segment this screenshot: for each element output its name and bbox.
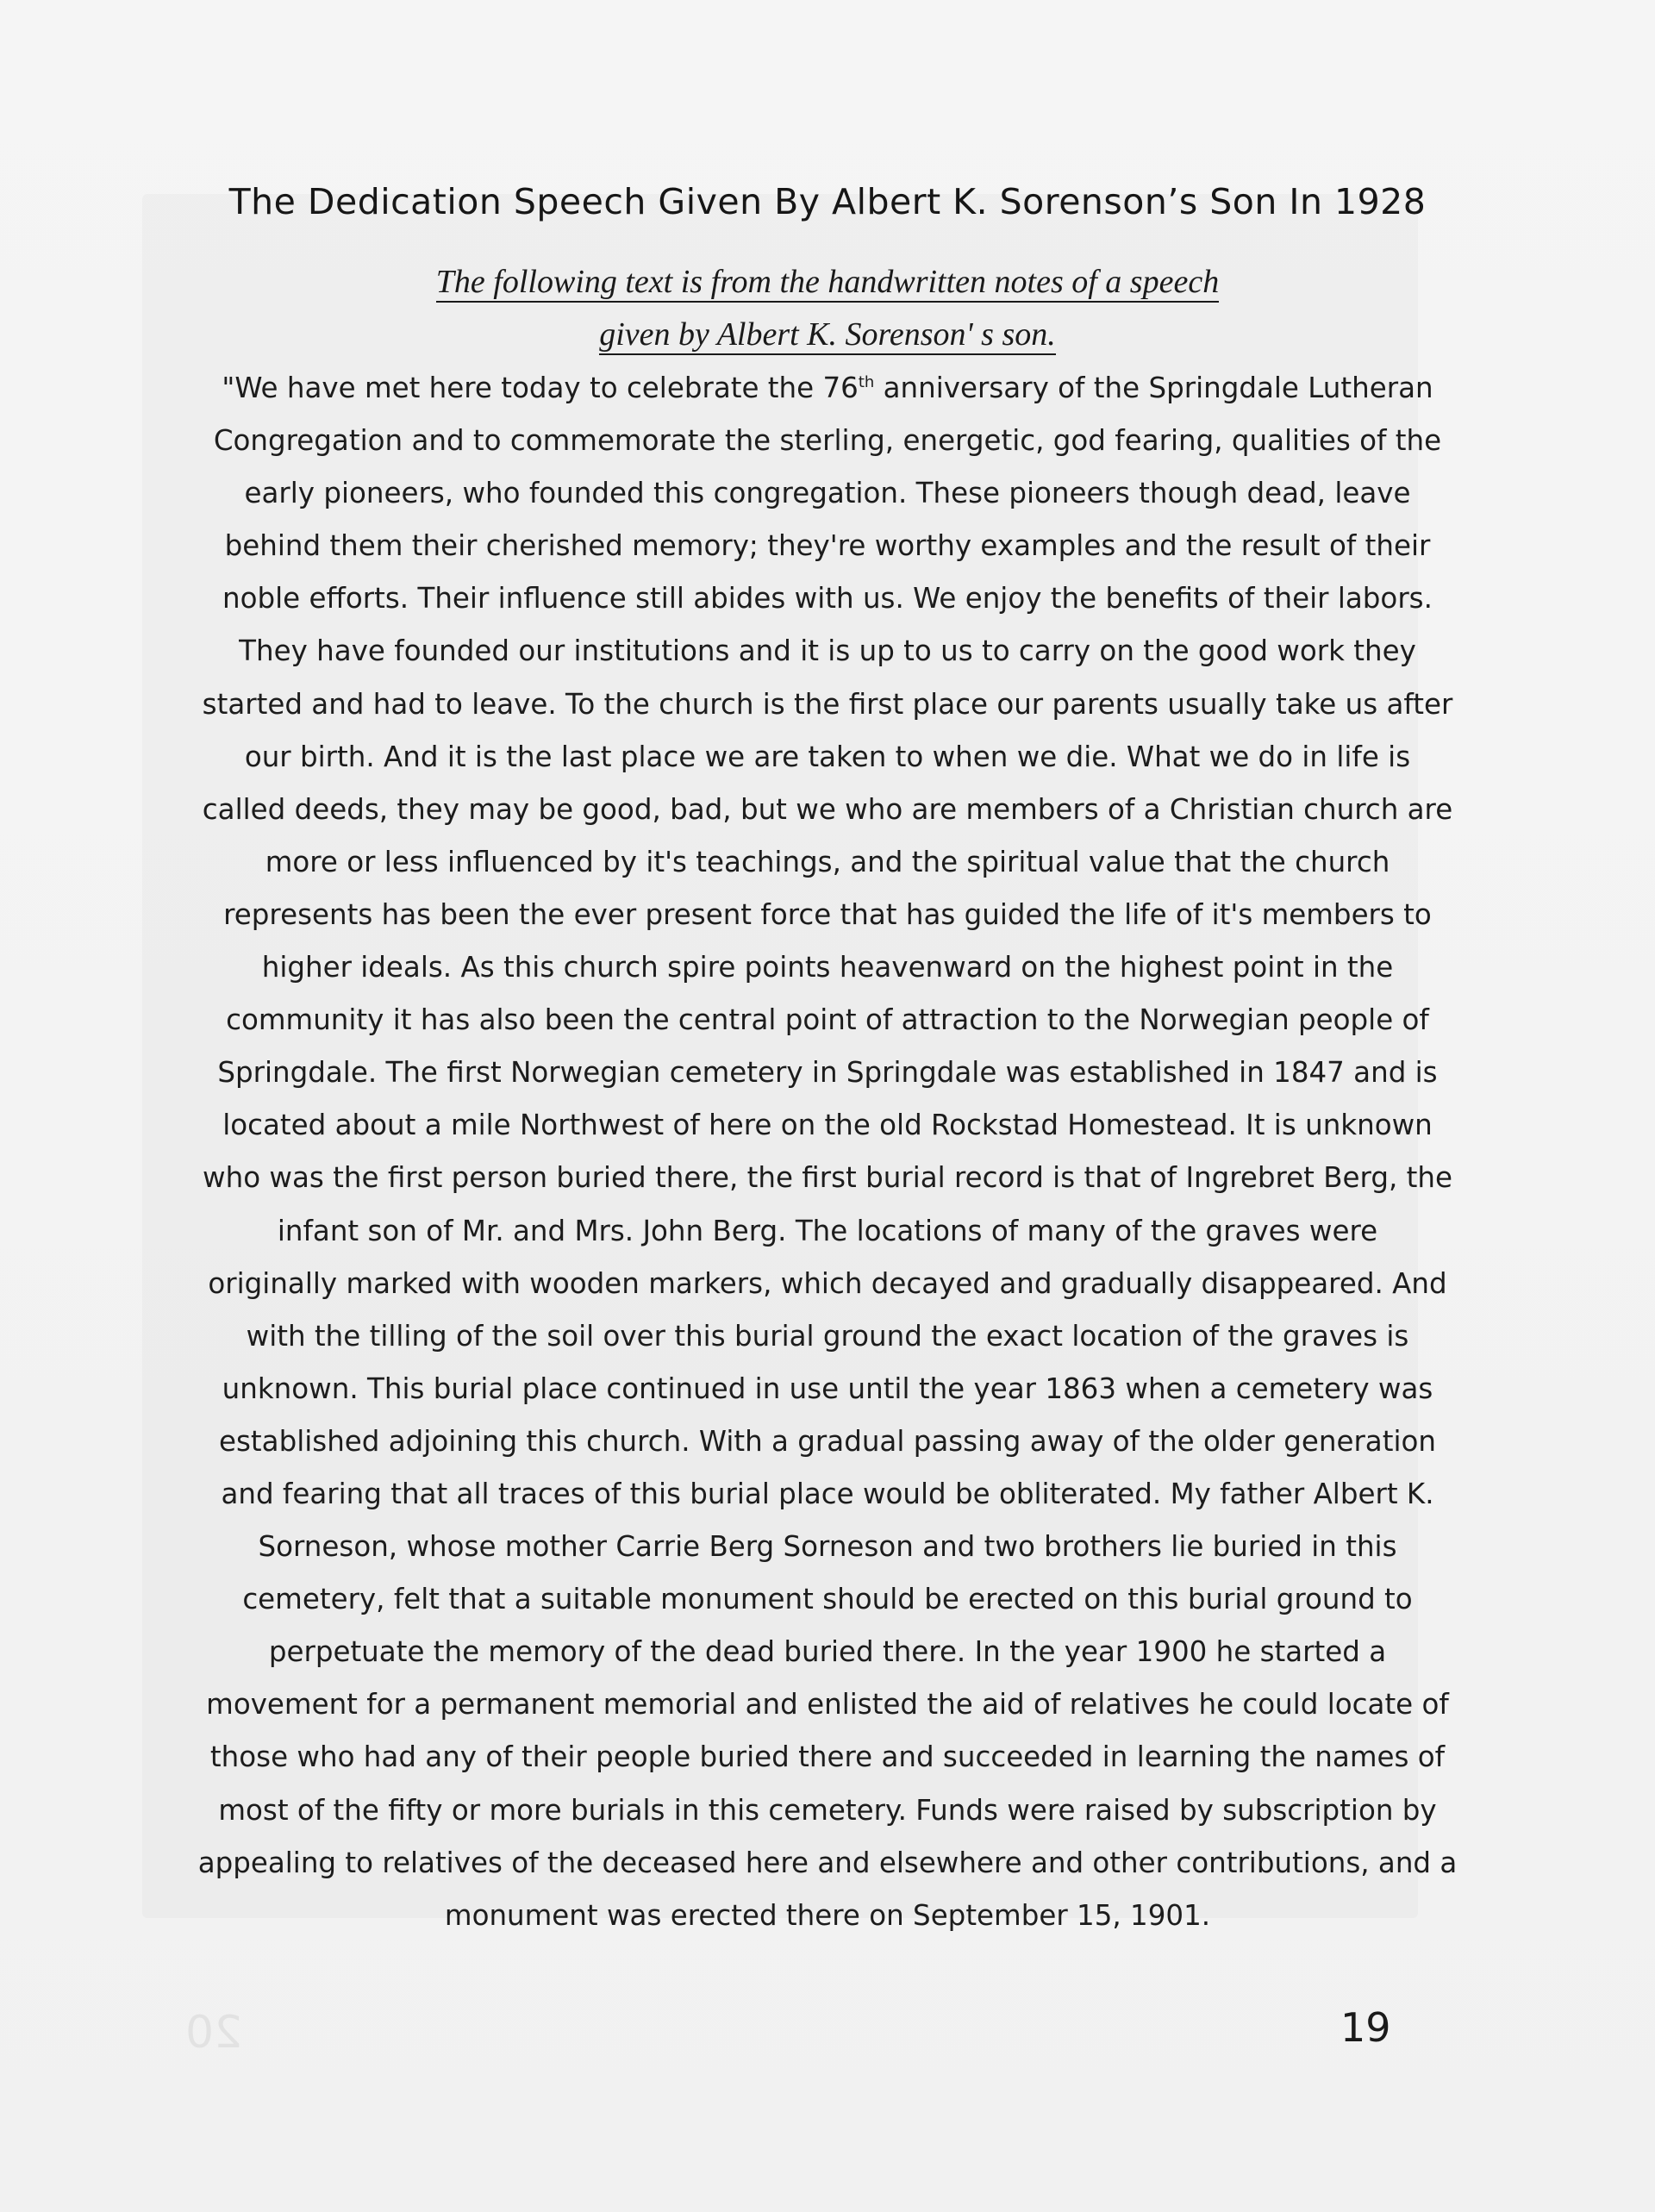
speech-line — [172, 1258, 1483, 1310]
speech-line — [172, 1784, 1483, 1837]
subtitle-line-2 — [0, 316, 1655, 353]
speech-line-text: more or less influenced by it's teachings, and the spiritual value that the church — [265, 845, 1390, 878]
speech-line — [172, 1363, 1483, 1415]
speech-line — [172, 1310, 1483, 1363]
speech-line — [172, 1678, 1483, 1731]
speech-line-text: cemetery, felt that a suitable monument should be erected on this burial ground to — [242, 1583, 1413, 1616]
speech-body — [172, 362, 1483, 1942]
speech-line-text: appealing to relatives of the deceased here and elsewhere and other contributions, and a — [197, 1846, 1458, 1879]
speech-line — [172, 731, 1483, 784]
speech-line-text: Sorneson, whose mother Carrie Berg Sorneson and two brothers lie buried in this — [258, 1530, 1397, 1564]
speech-line — [172, 362, 1483, 415]
speech-line-text: most of the fifty or more burials in this cemetery. Funds were raised by subscription by — [218, 1793, 1437, 1827]
speech-line — [172, 572, 1483, 625]
speech-line — [172, 1152, 1483, 1204]
speech-line-text: unknown. This burial place continued in use until the year 1863 when a cemetery was — [222, 1372, 1433, 1405]
speech-line — [172, 678, 1483, 731]
speech-line-text: located about a mile Northwest of here on the old Rockstad Homestead. It is unknown — [222, 1109, 1433, 1142]
speech-line — [172, 415, 1483, 467]
reverse-page-number: 20 — [185, 2007, 243, 2059]
speech-line-text: perpetuate the memory of the dead buried there. In the year 1900 he started a — [268, 1635, 1387, 1669]
speech-line — [172, 1573, 1483, 1626]
speech-line-text: infant son of Mr. and Mrs. John Berg. The locations of many of the graves were — [277, 1214, 1378, 1247]
speech-line-text: started and had to leave. To the church is the first place our parents usually take us after — [202, 687, 1453, 721]
speech-line — [172, 836, 1483, 889]
speech-line-text: early pioneers, who founded this congregation. These pioneers though dead, leave — [244, 477, 1411, 510]
speech-line — [172, 1837, 1483, 1890]
speech-line — [172, 1521, 1483, 1573]
page-number: 19 — [1340, 2004, 1391, 2051]
speech-line-text: Congregation and to commemorate the sterling, energetic, god fearing, qualities of the — [213, 424, 1442, 458]
speech-line-text: behind them their cherished memory; they're worthy examples and the result of their — [224, 529, 1431, 563]
speech-line-text: "We have met here today to celebrate the 76 — [222, 372, 859, 404]
speech-line-text: movement for a permanent memorial and enlisted the aid of relatives he could locate of — [206, 1688, 1449, 1721]
speech-line — [172, 520, 1483, 572]
speech-line — [172, 784, 1483, 836]
speech-line — [172, 941, 1483, 994]
speech-line-text: They have founded our institutions and it is up to us to carry on the good work they — [239, 634, 1416, 668]
speech-line — [172, 889, 1483, 941]
speech-line — [172, 1415, 1483, 1468]
speech-line — [172, 1099, 1483, 1152]
speech-line — [172, 625, 1483, 678]
ordinal-superscript: th — [858, 373, 875, 392]
speech-line — [172, 467, 1483, 520]
subtitle-line-1 — [0, 263, 1655, 301]
speech-line — [172, 1468, 1483, 1521]
speech-line-text: called deeds, they may be good, bad, but we who are members of a Christian church are — [202, 792, 1453, 826]
speech-line — [172, 1047, 1483, 1099]
speech-line — [172, 1731, 1483, 1784]
subtitle-line-2-text: given by Albert K. Sorenson' s son. — [599, 316, 1056, 355]
speech-line-text-continued: anniversary of the Springdale Lutheran — [874, 372, 1433, 404]
speech-line-text: higher ideals. As this church spire points heavenward on the highest point in the — [261, 951, 1394, 984]
speech-line-text: represents has been the ever present force that has guided the life of it's members to — [223, 897, 1432, 931]
speech-line-text: with the tilling of the soil over this burial ground the exact location of the graves is — [246, 1319, 1409, 1353]
speech-line-text: who was the first person buried there, the first burial record is that of Ingrebret Berg, the — [203, 1161, 1452, 1195]
speech-line-text: noble efforts. Their influence still abides with us. We enjoy the benefits of their labors. — [222, 582, 1433, 615]
speech-line-text: Springdale. The first Norwegian cemetery in Springdale was established in 1847 and is — [217, 1056, 1438, 1090]
speech-line-text: community it has also been the central point of attraction to the Norwegian people of — [226, 1003, 1429, 1037]
speech-line-text: monument was erected there on September 15, 1901. — [444, 1898, 1211, 1932]
speech-line-text: our birth. And it is the last place we are taken to when we die. What we do in life is — [244, 740, 1411, 773]
speech-line — [172, 1626, 1483, 1678]
speech-line — [172, 1205, 1483, 1258]
page-title: The Dedication Speech Given By Albert K. Sorenson’s Son In 1928 — [228, 181, 1427, 222]
subtitle-line-1-text: The following text is from the handwritten notes of a speech — [436, 264, 1219, 303]
speech-line-text: and fearing that all traces of this burial place would be obliterated. My father Albert K. — [221, 1477, 1434, 1510]
speech-line-text: established adjoining this church. With a gradual passing away of the older generation — [219, 1424, 1436, 1458]
speech-line — [172, 994, 1483, 1047]
speech-line-text: originally marked with wooden markers, which decayed and gradually disappeared. And — [208, 1266, 1447, 1300]
speech-line-text: those who had any of their people buried there and succeeded in learning the names of — [209, 1740, 1446, 1774]
speech-line — [172, 1890, 1483, 1942]
